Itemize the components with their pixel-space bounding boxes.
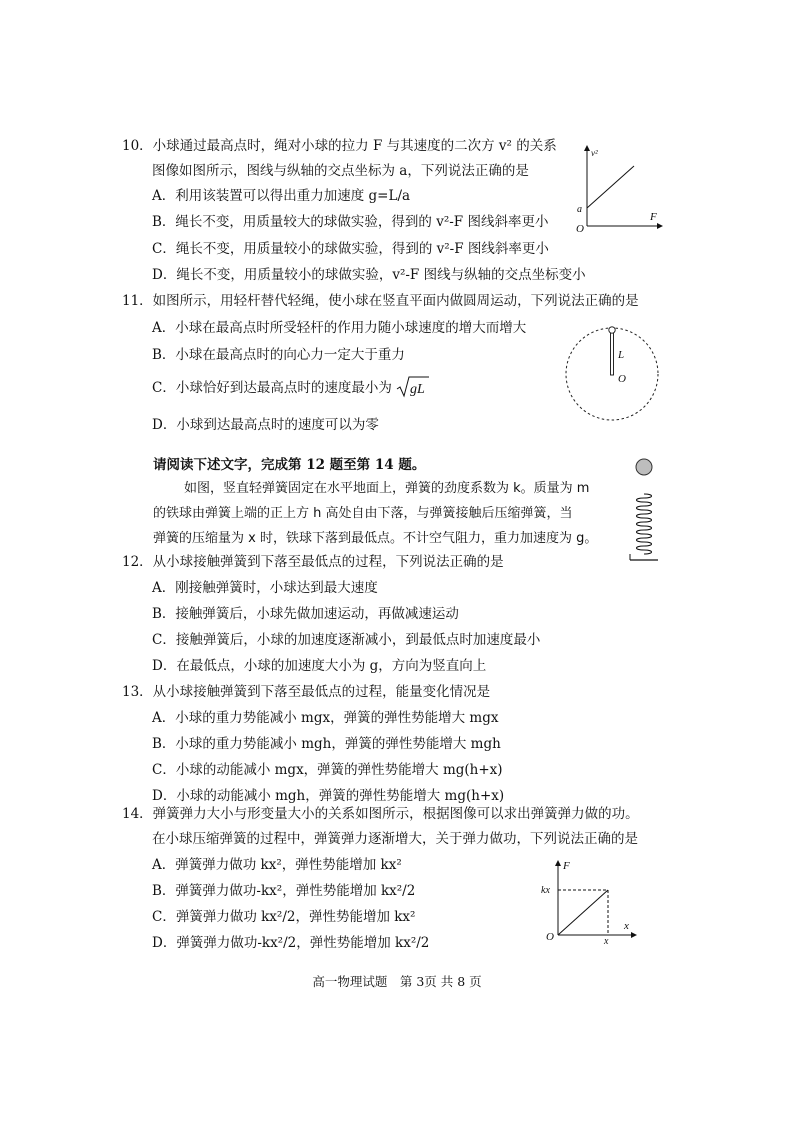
passage-line1: 如图，竖直轻弹簧固定在水平地面上，弹簧的劲度系数为 k。质量为 m xyxy=(184,481,590,496)
q13-option-d: D．小球的动能减小 mgh，弹簧的弹性势能增大 mg(h+x) xyxy=(152,788,505,804)
q13-option-c: C．小球的动能减小 mgx，弹簧的弹性势能增大 mg(h+x) xyxy=(152,762,503,778)
q14-y-label: F xyxy=(563,860,570,872)
q10-origin-label: O xyxy=(576,223,584,235)
q14-option-a: A．弹簧弹力做功 kx²，弹性势能增加 kx² xyxy=(152,857,402,873)
q12-stem: 12．从小球接触弹簧到下落至最低点的过程，下列说法正确的是 xyxy=(122,554,504,570)
q11-option-c-text: C．小球恰好到达最高点时的速度最小为 xyxy=(152,380,392,396)
q10-option-d: D．绳长不变，用质量较小的球做实验，v²-F 图线与纵轴的交点坐标变小 xyxy=(152,267,586,283)
spring-coil xyxy=(637,494,652,554)
q11-option-c xyxy=(152,379,430,398)
q14-option-c: C．弹簧弹力做功 kx²/2，弹性势能增加 kx² xyxy=(152,909,416,925)
q10-stem-line1: 10．小球通过最高点时，绳对小球的拉力 F 与其速度的二次方 v² 的关系 xyxy=(122,138,557,154)
passage-line3: 弹簧的压缩量为 x 时，铁球下落到最低点。不计空气阻力，重力加速度为 g。 xyxy=(153,531,598,546)
q14-y-value-label: kx xyxy=(541,885,550,896)
q10-graph-line xyxy=(587,166,634,208)
sqrt-symbol xyxy=(396,376,430,398)
q11-rod xyxy=(611,332,614,375)
q11-rod-label: L xyxy=(618,349,625,361)
q11-circle-figure xyxy=(562,324,662,424)
passage-title: 请阅读下述文字，完成第 12 题至第 14 题。 xyxy=(153,457,426,473)
q14-option-b: B．弹簧弹力做功-kx²，弹性势能增加 kx²/2 xyxy=(152,883,416,899)
iron-ball xyxy=(636,459,652,475)
q11-option-a: A．小球在最高点时所受轻杆的作用力随小球速度的增大而增大 xyxy=(152,320,527,336)
q14-x-value-label: x xyxy=(604,936,609,947)
q11-ball xyxy=(609,327,615,333)
passage-line2: 的铁球由弹簧上端的正上方 h 高处自由下落，与弹簧接触后压缩弹簧，当 xyxy=(153,506,573,521)
q11-sqrt-expr: gL xyxy=(410,382,425,397)
q10-option-c: C．绳长不变，用质量较小的球做实验，得到的 v²-F 图线斜率更小 xyxy=(152,241,549,257)
page-footer: 高一物理试题 第 3页 共 8 页 xyxy=(312,974,482,989)
q10-graph xyxy=(570,140,670,235)
q13-option-a: A．小球的重力势能减小 mgx，弹簧的弹性势能增大 mgx xyxy=(152,710,499,726)
q11-center-label: O xyxy=(618,373,626,385)
q12-option-b: B．接触弹簧后，小球先做加速运动，再做减速运动 xyxy=(152,606,459,622)
q14-stem-line1: 14．弹簧弹力大小与形变量大小的关系如图所示，根据图像可以求出弹簧弹力做的功。 xyxy=(122,806,639,822)
q14-graph-line xyxy=(558,890,608,935)
q14-stem-line2: 在小球压缩弹簧的过程中，弹簧弹力逐渐增大，关于弹力做功，下列说法正确的是 xyxy=(152,831,638,847)
q12-option-d: D．在最低点，小球的加速度大小为 g，方向为竖直向上 xyxy=(152,658,487,674)
spring-figure xyxy=(626,456,666,566)
q13-option-b: B．小球的重力势能减小 mgh，弹簧的弹性势能增大 mgh xyxy=(152,736,501,752)
q12-option-a: A．刚接触弹簧时，小球达到最大速度 xyxy=(152,580,378,596)
q14-origin-label: O xyxy=(546,931,554,943)
q11-option-b: B．小球在最高点时的向心力一定大于重力 xyxy=(152,347,405,363)
q10-option-a: A．利用该装置可以得出重力加速度 g=L/a xyxy=(152,188,411,204)
q14-graph xyxy=(536,855,644,947)
q10-x-label: F xyxy=(650,211,657,223)
q11-option-d: D．小球到达最高点时的速度可以为零 xyxy=(152,417,379,433)
q14-x-label: x xyxy=(624,920,629,932)
q14-option-d: D．弹簧弹力做功-kx²/2，弹性势能增加 kx²/2 xyxy=(152,935,430,951)
q10-intercept-label: a xyxy=(577,204,582,215)
q11-dashed-circle xyxy=(566,328,658,420)
q11-stem-line1: 11．如图所示，用轻杆替代轻绳，使小球在竖直平面内做圆周运动，下列说法正确的是 xyxy=(122,293,639,309)
q12-option-c: C．接触弹簧后，小球的加速度逐渐减小，到最低点时加速度最小 xyxy=(152,632,541,648)
q10-y-label: v² xyxy=(591,148,598,158)
q10-stem-line2: 图像如图所示，图线与纵轴的交点坐标为 a，下列说法正确的是 xyxy=(152,163,529,179)
q13-stem: 13．从小球接触弹簧到下落至最低点的过程，能量变化情况是 xyxy=(122,684,491,700)
q10-option-b: B．绳长不变，用质量较大的球做实验，得到的 v²-F 图线斜率更小 xyxy=(152,214,549,230)
